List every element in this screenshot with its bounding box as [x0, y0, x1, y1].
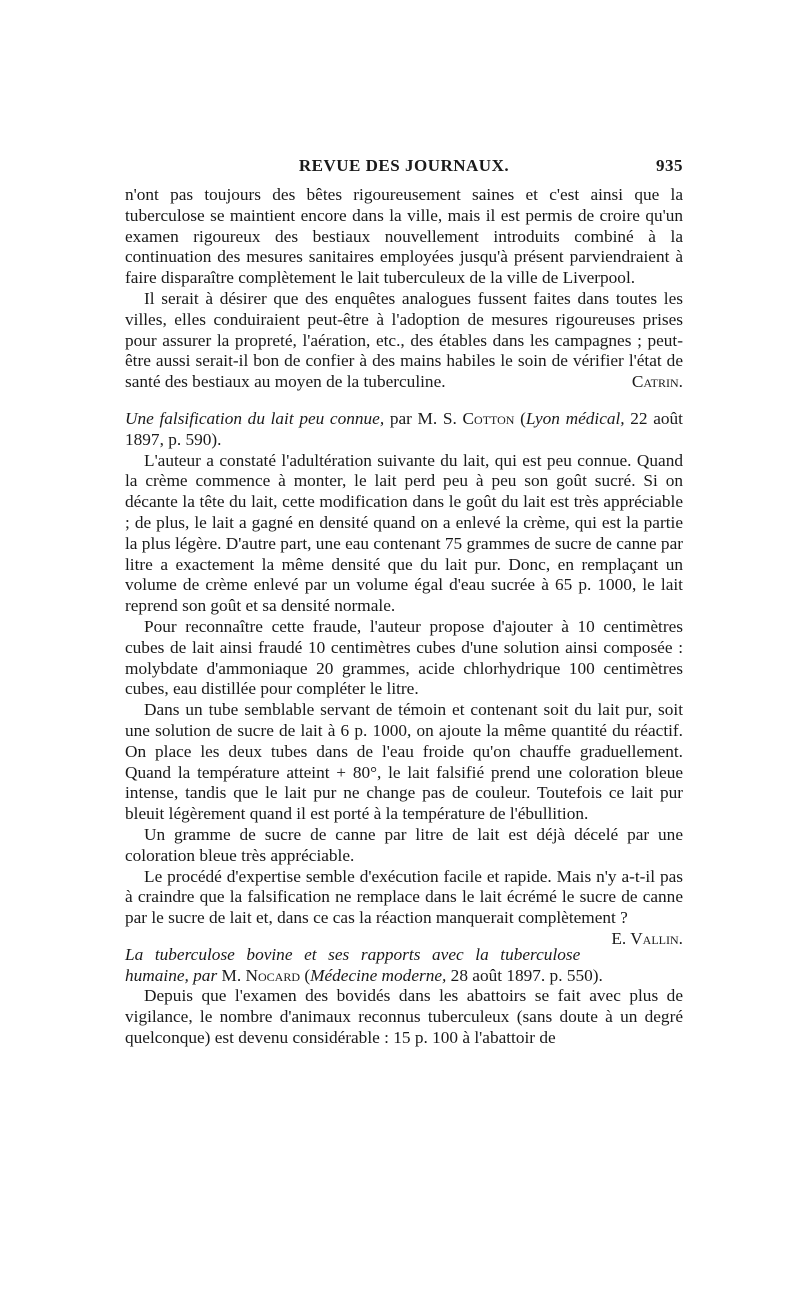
author-signature: Catrin. [631, 372, 683, 392]
page-number: 935 [656, 156, 683, 175]
paragraph [125, 866, 683, 948]
article-title: La tuberculose bovine et ses rapports avec la tuberculose humaine, [125, 944, 581, 985]
source-paren: ( [514, 408, 526, 428]
article-author: Cotton [462, 408, 515, 428]
article-title: Une falsification du lait peu connue, [125, 408, 385, 428]
source-details: 22 août 1897, p. 590). [125, 408, 683, 449]
byline-par: par [188, 965, 218, 985]
paragraph: Depuis que l'examen des bovidés dans les abattoirs se fait avec plus de vigilance, le nombre d'animaux reconnus tuberculeux (sans doute à un degré quelconque) est devenu considérable : 15 p. 100 à l'abattoir de [125, 986, 683, 1048]
paragraph: Dans un tube semblable servant de témoin et contenant soit du lait pur, soit une solution de sucre de lait à 6 p. 1000, on ajoute la même quantité du réactif. On place les deux tubes dans de l'eau froide qu'on chauffe graduellement. Quand la température atteint + 80°, le lait falsifié prend une coloration bleue intense, tandis que le lait pur ne change pas de couleur. Toutefois ce lait pur bleuit légèrement quand il est porté à la température de l'ébullition. [125, 700, 683, 824]
paragraph [125, 289, 683, 393]
article-heading [125, 409, 683, 451]
paragraph: L'auteur a constaté l'adultération suivante du lait, qui est peu connue. Quand la crème commence à monter, le lait perd peu à peu son goût sucré. Si on décante la tête du lait, cette modification dans le goût du lait est très appréciable ; de plus, le lait a gagné en densité quand on a enlevé la crème, qui est la partie la plus légère. D'autre part, une eau contenant 75 grammes de sucre de canne par litre a exactement la même densité que du lait pur. Donc, en remplaçant un volume de crème enlevé par un volume égal d'eau sucrée à 65 p. 1000, le lait reprend son goût et sa densité normale. [125, 450, 683, 616]
source-journal: Lyon médical, [525, 408, 625, 428]
source-details: 28 août 1897. p. 550). [446, 965, 603, 985]
paragraph-text: Le procédé d'expertise semble d'exécution facile et rapide. Mais n'y a-t-il pas à craindre que la falsification ne remplace dans le lait écrémé le sucre de canne par le sucre de lait et, dans ce cas la réaction manquerait complètement ? [125, 866, 683, 928]
paragraph-text: Il serait à désirer que des enquêtes analogues fussent faites dans toutes les villes, elles conduiraient peut-être à l'adoption de mesures rigoureuses prises pour assurer la propreté, l'aération, etc., des étables dans les campagnes ; peut-être aussi serait-il bon de confier à des mains habiles le soin de vérifier l'état de santé des bestiaux au moyen de la tuberculine. [125, 288, 683, 392]
source-paren: ( [300, 965, 311, 985]
author-signature: E. Vallin. [611, 928, 683, 948]
source-journal: Médecine moderne, [310, 965, 447, 985]
article-heading [125, 945, 683, 987]
paragraph: Pour reconnaître cette fraude, l'auteur propose d'ajouter à 10 centimètres cubes de lait ainsi fraudé 10 centimètres cubes d'une solution ainsi composée : molybdate d'ammoniaque 20 grammes, acide chlorhydrique 100 centimètres cubes, eau distillée pour compléter le litre. [125, 616, 683, 699]
article-author: Nocard [245, 965, 300, 985]
running-header [125, 156, 683, 180]
paragraph: n'ont pas toujours des bêtes rigoureusement saines et c'est ainsi que la tuberculose se maintient encore dans la ville, mais il est permis de croire qu'un examen rigoureux des bestiaux nouvellement introduits combiné à la continuation des mesures sanitaires employées jusqu'à présent parviendraient à faire disparaître complètement le lait tuberculeux de la ville de Liverpool. [125, 185, 683, 288]
byline: M. [217, 965, 246, 985]
byline: par M. S. [384, 408, 463, 428]
article-body [125, 185, 683, 1049]
journal-title: REVUE DES JOURNAUX. [298, 156, 510, 175]
paragraph: Un gramme de sucre de canne par litre de lait est déjà décelé par une coloration bleue très appréciable. [125, 824, 683, 865]
